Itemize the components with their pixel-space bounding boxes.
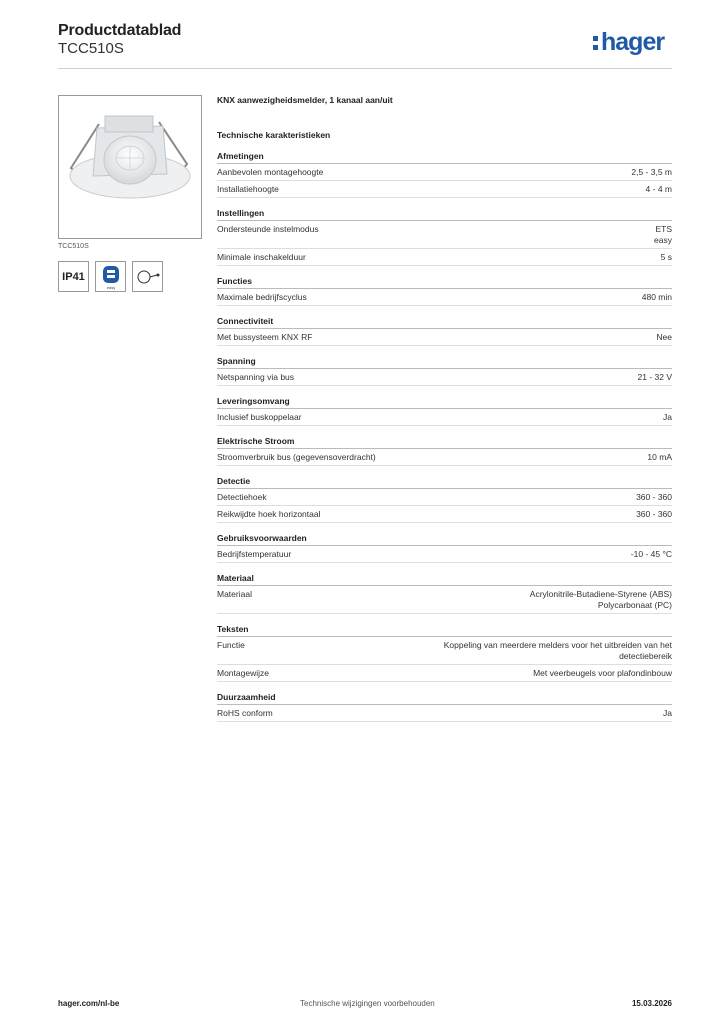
logo-text: hager [601,28,665,56]
ip-rating-text: IP41 [62,270,85,283]
spec-value [638,372,673,383]
spec-row [217,369,672,386]
spec-label: Maximale bedrijfscyclus [217,292,307,302]
spec-value [631,549,672,560]
spec-label: Ondersteunde instelmodus [217,224,319,234]
spec-value [654,224,672,246]
spec-value [656,332,672,343]
section-heading: Duurzaamheid [217,692,672,705]
spec-panel [217,95,672,732]
spec-value [402,640,672,662]
section-heading: Connectiviteit [217,316,672,329]
spec-value-line: 4 - 4 m [645,184,672,194]
spec-row [217,221,672,249]
section-heading: Teksten [217,624,672,637]
section-heading: Spanning [217,356,672,369]
spec-value-line: Polycarbonaat (PC) [597,600,672,610]
spec-value [631,167,672,178]
spec-section [217,316,672,346]
spec-section [217,151,672,198]
spec-section [217,356,672,386]
spec-section [217,573,672,614]
spec-value-line: ETS [655,224,672,234]
spec-value [647,452,672,463]
spec-value-line: Nee [656,332,672,342]
spec-value-line: 360 - 360 [636,492,672,502]
mounting-badge [132,261,163,292]
logo-dots-icon [593,32,599,52]
spec-section [217,436,672,466]
spec-section [217,624,672,682]
brand-logo [593,28,664,57]
spec-value-line: 10 mA [647,452,672,462]
spec-row [217,409,672,426]
section-heading: Instellingen [217,208,672,221]
spec-value-line: Koppeling van meerdere melders voor het uitbreiden van het detectiebereik [443,640,672,661]
page-title: Productdatablad [58,22,182,39]
spec-value-line: 2,5 - 3,5 m [631,167,672,177]
spec-row [217,665,672,682]
section-heading: Detectie [217,476,672,489]
presence-detector-image [59,96,201,238]
spec-section [217,208,672,266]
spec-value-line: 480 min [641,292,672,302]
footer-disclaimer: Technische wijzigingen voorbehouden [300,999,435,1008]
spec-value [661,252,672,263]
easy-config-icon [99,264,123,290]
spec-label: Reikwijdte hoek horizontaal [217,509,321,519]
spec-row [217,249,672,266]
ceiling-mount-icon [135,269,161,285]
spec-section [217,692,672,722]
section-heading: Materiaal [217,573,672,586]
easy-badge [95,261,126,292]
photo-caption: TCC510S [58,243,89,250]
spec-row [217,449,672,466]
spec-value [663,708,672,719]
spec-value-line: Acrylonitrile-Butadiene-Styrene (ABS) [529,589,672,599]
ip-rating-badge [58,261,89,292]
easy-badge-label: easy [106,284,115,290]
spec-row [217,164,672,181]
spec-row [217,289,672,306]
spec-row [217,546,672,563]
spec-value-line: Ja [663,708,672,718]
spec-label: Aanbevolen montagehoogte [217,167,324,177]
footer-website[interactable]: hager.com/nl-be [58,999,120,1008]
spec-section [217,476,672,523]
spec-label: Functie [217,640,245,650]
page-subtitle: TCC510S [58,40,124,57]
header-divider [58,68,672,69]
spec-label: Installatiehoogte [217,184,279,194]
footer-date: 15.03.2026 [631,999,672,1008]
section-heading: Gebruiksvoorwaarden [217,533,672,546]
badge-row [58,261,163,292]
spec-label: Montagewijze [217,668,269,678]
spec-label: Materiaal [217,589,252,599]
product-title: KNX aanwezigheidsmelder, 1 kanaal aan/uit [217,95,393,105]
spec-value [646,184,672,195]
section-heading: Elektrische Stroom [217,436,672,449]
spec-value-line: Ja [663,412,672,422]
spec-value [636,509,672,520]
spec-value-line: 5 s [660,252,672,262]
section-heading: Afmetingen [217,151,672,164]
section-heading: Leveringsomvang [217,396,672,409]
spec-row [217,506,672,523]
product-photo [58,95,202,239]
spec-value-line: 21 - 32 V [637,372,672,382]
spec-section [217,533,672,563]
spec-row [217,705,672,722]
spec-value [642,292,672,303]
spec-value-line: Met veerbeugels voor plafondinbouw [533,668,672,678]
spec-row [217,181,672,198]
spec-value [636,492,672,503]
section-heading: Functies [217,276,672,289]
spec-value-line: -10 - 45 °C [630,549,672,559]
tech-title: Technische karakteristieken [217,130,331,140]
spec-row [217,489,672,506]
spec-row [217,637,672,665]
spec-label: Detectiehoek [217,492,267,502]
spec-label: RoHS conform [217,708,273,718]
spec-label: Inclusief buskoppelaar [217,412,302,422]
spec-label: Netspanning via bus [217,372,295,382]
spec-sections [217,151,672,722]
spec-value-line: easy [654,235,672,245]
spec-value [663,412,672,423]
spec-label: Bedrijfstemperatuur [217,549,292,559]
spec-section [217,276,672,306]
spec-value [530,589,672,611]
spec-value-line: 360 - 360 [636,509,672,519]
spec-label: Met bussysteem KNX RF [217,332,313,342]
spec-section [217,396,672,426]
spec-label: Stroomverbruik bus (gegevensoverdracht) [217,452,376,462]
spec-value [533,668,672,679]
spec-label: Minimale inschakelduur [217,252,306,262]
spec-row [217,329,672,346]
spec-row [217,586,672,614]
